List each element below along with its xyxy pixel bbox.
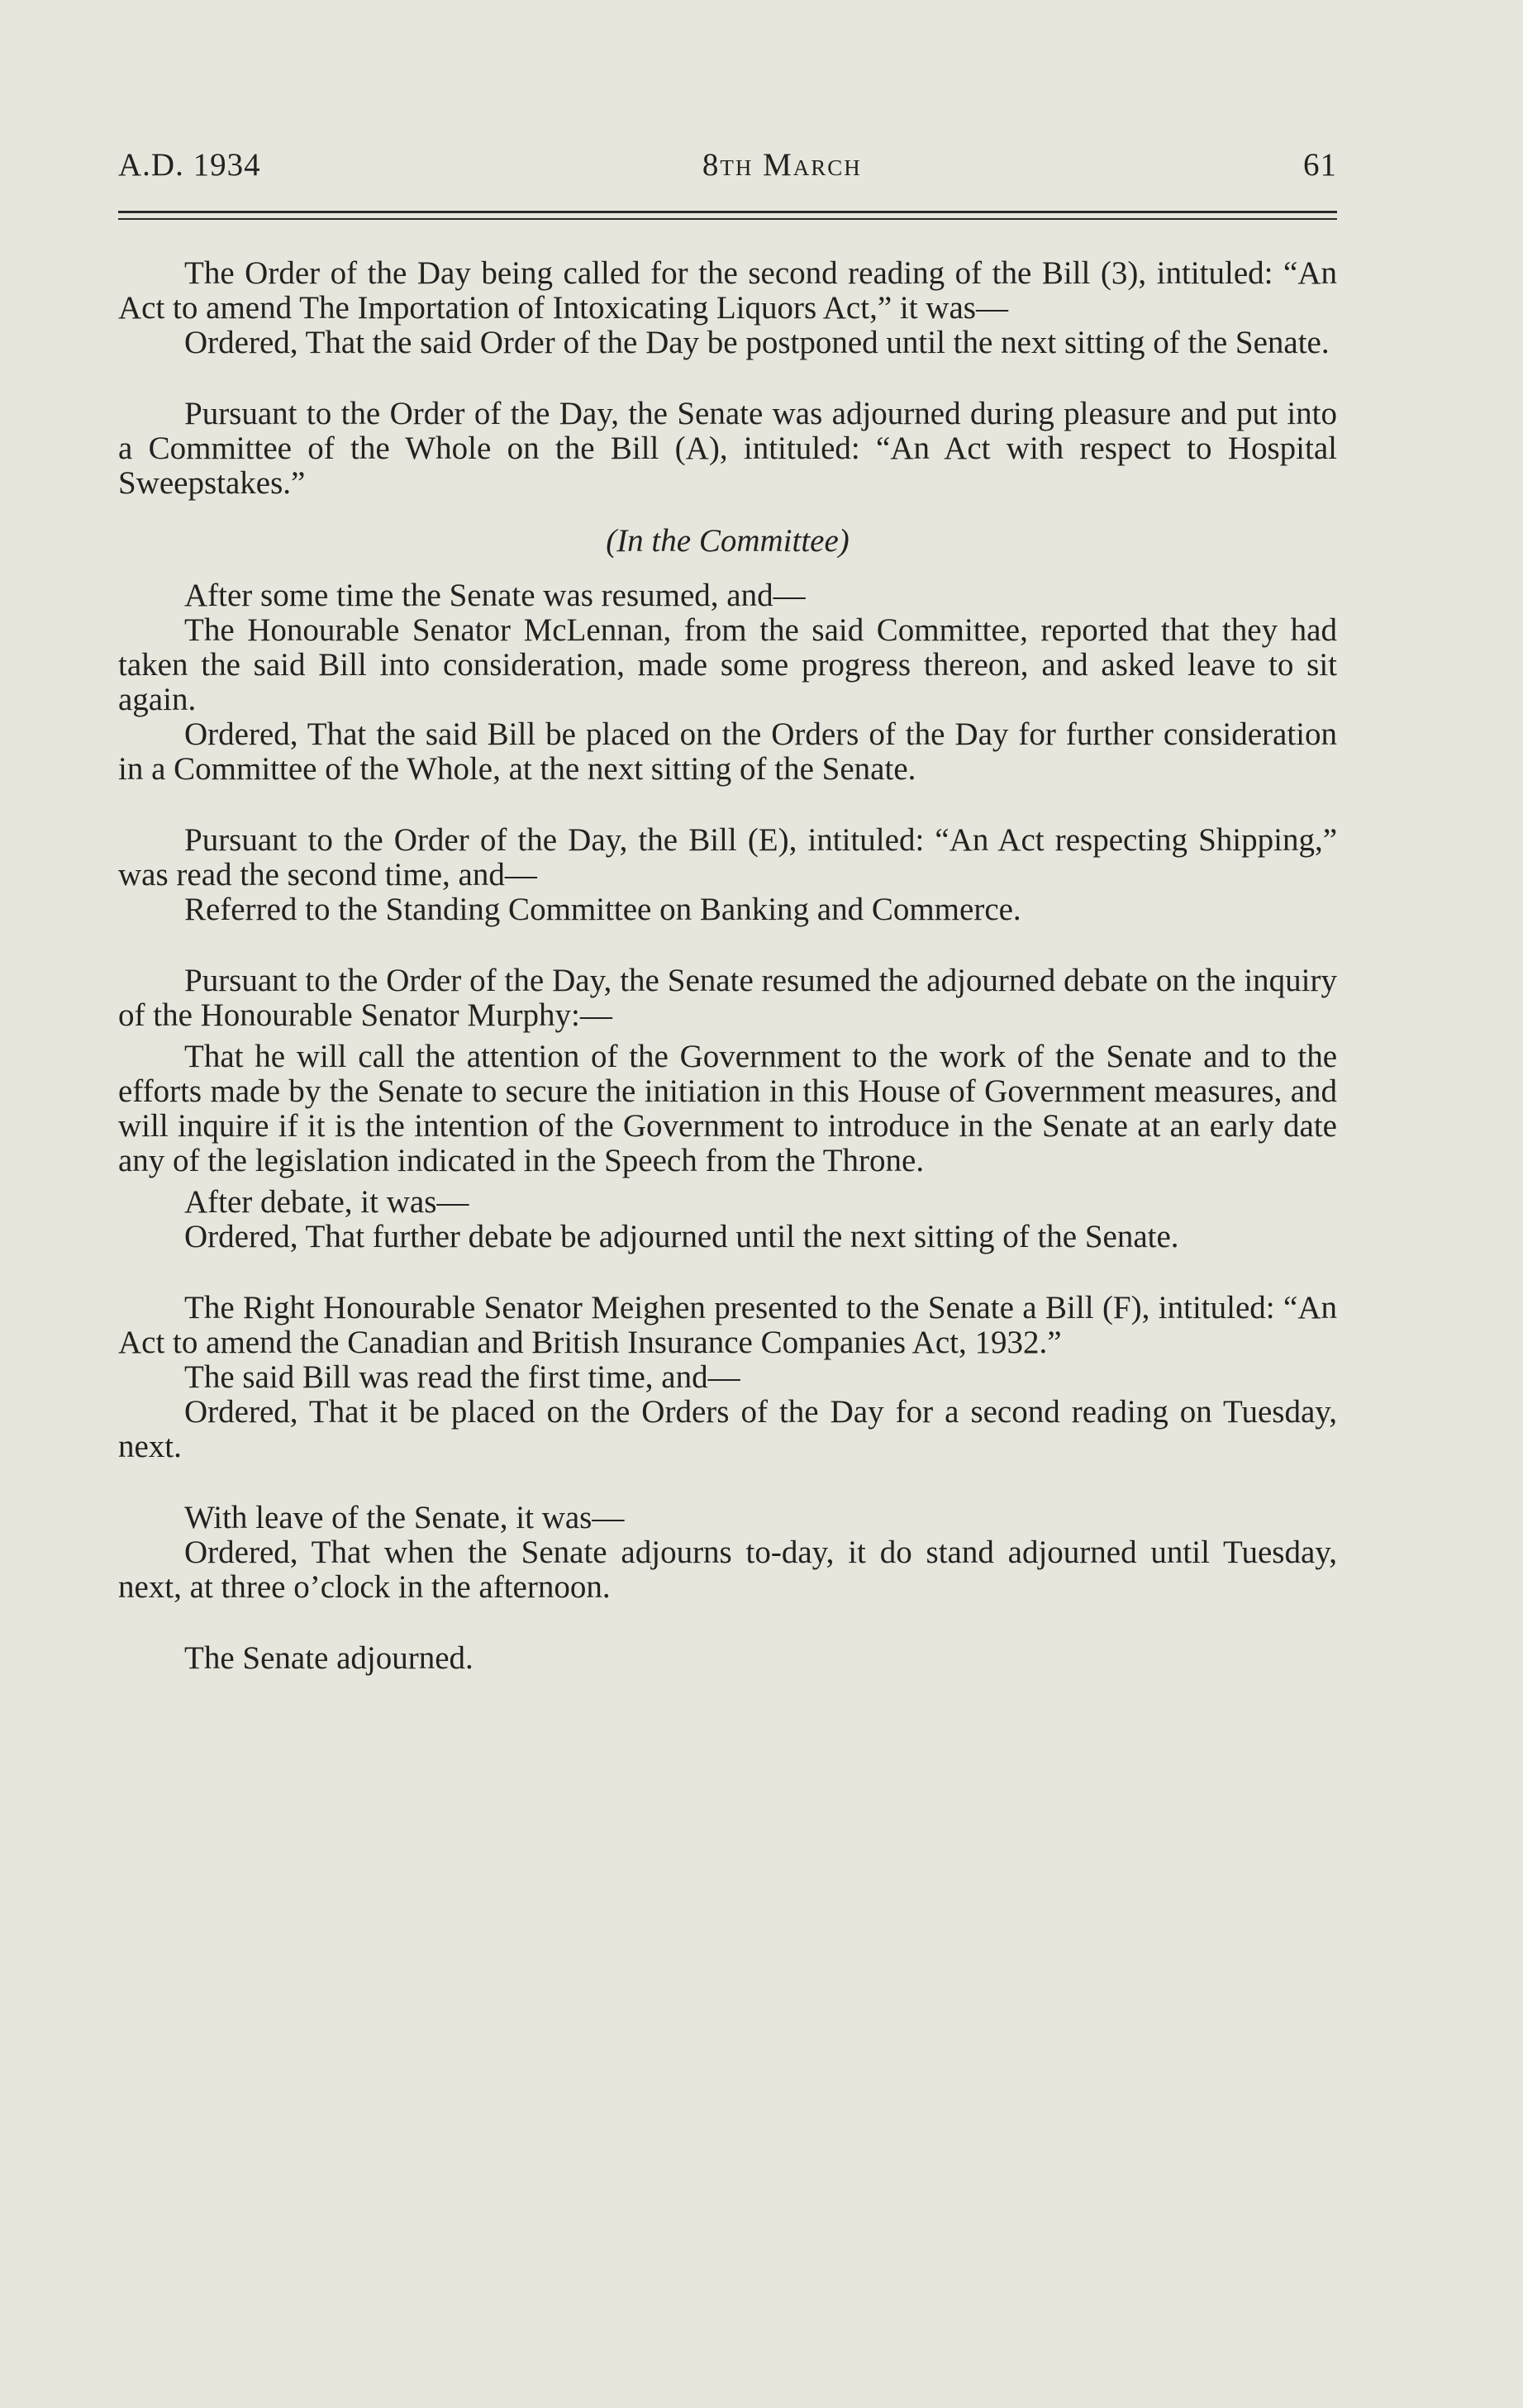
paragraph: The Senate adjourned. (184, 1640, 474, 1676)
page-number: 61 (1303, 147, 1337, 183)
paragraph: Ordered, That the said Order of the Day be postponed until the next sitting of the Senate. (184, 325, 1330, 360)
paragraph: Ordered, That it be placed on the Orders of the Day for a second reading on Tuesday, next. (118, 1394, 1337, 1464)
journal-body (118, 256, 1337, 1676)
header-year: A.D. 1934 (118, 147, 261, 183)
page-header (118, 149, 1337, 181)
paragraph: That he will call the attention of the Government to the work of the Senate and to the efforts made by the Senate to secure the initiation in this House of Government measures, and will inquire if it is the intention of the Government to introduce in the Senate at an early date any of the legislation indicated in the Speech from the Throne. (118, 1039, 1337, 1178)
paragraph: Ordered, That further debate be adjourned until the next sitting of the Senate. (184, 1219, 1179, 1254)
paragraph: Pursuant to the Order of the Day, the Senate was adjourned during pleasure and put into a Committee of the Whole on the Bill (A), intituled: “An Act with respect to Hospital Sweepstakes.” (118, 396, 1337, 501)
committee-heading: (In the Committee) (606, 523, 850, 559)
paragraph: Ordered, That the said Bill be placed on the Orders of the Day for further consideration in a Committee of the Whole, at the next sitting of the Senate. (118, 716, 1337, 787)
paragraph: The Right Honourable Senator Meighen presented to the Senate a Bill (F), intituled: “An Act to amend the Canadian and British Insurance Companies Act, 1932.” (118, 1290, 1337, 1360)
paragraph: Ordered, That when the Senate adjourns to-day, it do stand adjourned until Tuesday, next, at three o’clock in the afternoon. (118, 1535, 1337, 1605)
paragraph: Pursuant to the Order of the Day, the Bill (E), intituled: “An Act respecting Shipping,” was read the second time, and— (118, 822, 1337, 892)
paragraph: The said Bill was read the first time, and— (184, 1359, 740, 1395)
paragraph: Referred to the Standing Committee on Banking and Commerce. (184, 892, 1021, 927)
paragraph: After debate, it was— (184, 1184, 469, 1220)
paragraph: With leave of the Senate, it was— (184, 1500, 625, 1535)
paragraph: Pursuant to the Order of the Day, the Senate resumed the adjourned debate on the inquiry of the Honourable Senator Murphy:— (118, 963, 1337, 1033)
paragraph: The Honourable Senator McLennan, from the said Committee, reported that they had taken the said Bill into consideration, made some progress thereon, and asked leave to sit again. (118, 612, 1337, 717)
paragraph: After some time the Senate was resumed, and— (184, 578, 806, 613)
paragraph: The Order of the Day being called for the second reading of the Bill (3), intituled: “An Act to amend The Importation of Intoxicating Liquors Act,” it was— (118, 255, 1337, 326)
header-date: 8th March (702, 147, 862, 183)
header-double-rule (118, 211, 1337, 220)
